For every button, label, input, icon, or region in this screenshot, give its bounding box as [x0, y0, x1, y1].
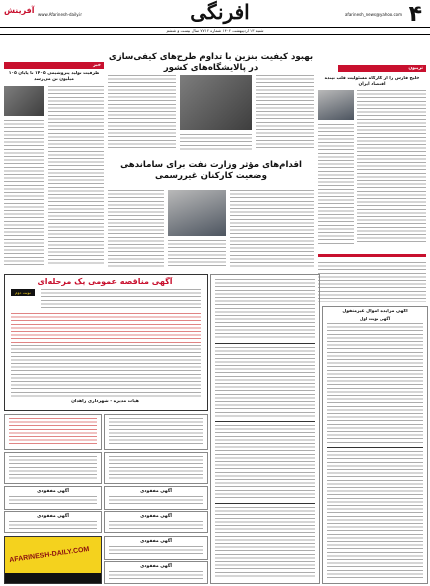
article-text: [168, 240, 226, 268]
auction-sub: آگهی نوبت اول: [359, 316, 391, 321]
tender-badge: نوبت دوم: [11, 289, 35, 296]
article-text: [357, 90, 426, 245]
auction-title: آگهی مزایده اموال غیرمنقول: [342, 309, 408, 314]
article-text: [318, 262, 426, 302]
tender-text: [41, 289, 201, 309]
article-text: [318, 124, 354, 246]
lost-notice: آگهی مفقودی: [104, 486, 208, 510]
side-left-headline: ظرفیت تولید پتروشیمی ۱۴۰۵ تا پایان ۱۰۵ میلیون تن می‌رسد: [8, 71, 100, 82]
small-ad: [104, 452, 208, 484]
article-text: [108, 190, 164, 268]
date-line: شنبه ۱۳ اردیبهشت ۱۴۰۲ شماره ۷۷۱۲ سال بیست و ششم: [0, 27, 430, 35]
masthead: [0, 0, 430, 28]
article-text: [256, 75, 314, 150]
tender-ad: [4, 274, 208, 411]
website-banner[interactable]: [4, 536, 102, 584]
official-photo: [168, 190, 226, 236]
ad-block: [210, 274, 320, 584]
masthead-brand-small: آفرینش: [4, 6, 35, 15]
small-ad: [4, 414, 102, 450]
article-text: [230, 190, 314, 268]
side-right-headline: خلیج فارس را از کارگاه مسئولیت قلب تپنده اقتصاد ایران: [324, 76, 420, 87]
tender-footer: هیأت مدیره - شهرداری زاهدان: [71, 399, 139, 404]
tender-title: آگهی مناقصه عمومی یک مرحله‌ای: [37, 277, 173, 286]
masthead-site: www.Afarinesh-daily.ir: [38, 12, 83, 17]
article-text: [4, 120, 44, 266]
second-headline: اقدام‌های مؤثر وزارت نفت برای ساماندهی وضعیت کارکنان غیررسمی: [120, 160, 302, 181]
lost-notice: آگهی مفقودی: [4, 511, 102, 533]
portrait-photo: [4, 86, 44, 116]
lost-notice: آگهی مفقودی: [104, 536, 208, 560]
masthead-logo: افرنگی: [190, 0, 250, 24]
article-text: [108, 75, 176, 150]
lost-notice: آگهی مفقودی: [104, 561, 208, 584]
section-news-bar: خبر: [4, 62, 104, 69]
small-ad: [4, 452, 102, 484]
tender-text: [11, 313, 201, 343]
section-tribune-bar: تریبون: [338, 65, 426, 72]
red-divider: [318, 254, 426, 257]
main-headline: بهبود کیفیت بنزین با تداوم طرح‌های کیفی‌سازی در پالایشگاه‌های کشور: [108, 52, 314, 73]
masthead-email: afarinesh_news@yahoo.com: [344, 12, 402, 17]
auction-ad: [322, 306, 428, 584]
lost-notice: آگهی مفقودی: [4, 486, 102, 510]
small-ad: [104, 414, 208, 450]
lost-notice: آگهی مفقودی: [104, 511, 208, 533]
page-number: ۴: [408, 2, 422, 27]
article-text: [180, 134, 252, 150]
refinery-photo: [318, 90, 354, 120]
article-text: [48, 86, 104, 266]
main-photo: [180, 75, 252, 130]
tender-text: [11, 345, 201, 397]
banner-text: AFARINESH-DAILY.COM: [8, 545, 90, 565]
